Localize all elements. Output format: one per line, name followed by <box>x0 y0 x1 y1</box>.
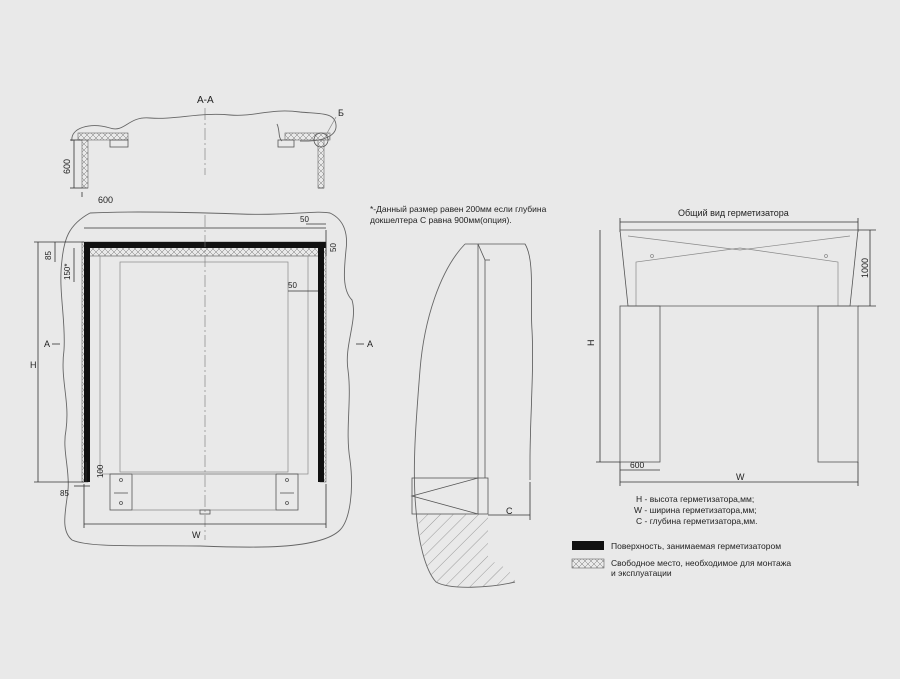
section-aa-title: А-А <box>197 95 214 106</box>
dim-aa-width: 600 <box>98 195 114 205</box>
note-line2: докшелтера С равна 900мм(опция). <box>370 215 512 225</box>
dim-bottom-side: 100 <box>96 464 105 478</box>
dim-bottom-left: 85 <box>60 489 69 498</box>
front-view <box>30 212 373 547</box>
note <box>370 204 547 225</box>
dim-top-right: 50 <box>300 215 309 224</box>
dim-front-height: H <box>30 360 37 370</box>
definition-w: W - ширина герметизатора,мм; <box>634 505 757 515</box>
note-line1: *-Данный размер равен 200мм если глубина <box>370 204 547 214</box>
dim-side-depth: C <box>506 506 513 516</box>
definitions <box>634 494 757 526</box>
dim-top-left: 85 <box>44 251 53 260</box>
dim-general-side: 600 <box>630 460 645 470</box>
dim-aa-height: 600 <box>62 158 72 174</box>
legend-free-line2: и эксплуатации <box>611 568 672 578</box>
legend-swatch-solid <box>572 541 604 550</box>
legend <box>572 541 791 578</box>
legend-swatch-hatch <box>572 559 604 568</box>
dim-general-top: 1000 <box>860 257 870 278</box>
definition-h: H - высота герметизатора,мм; <box>636 494 755 504</box>
dim-top-star: 150* <box>63 263 72 280</box>
section-aa <box>62 95 344 205</box>
general-view <box>586 208 876 486</box>
dim-general-height: H <box>586 339 596 346</box>
dim-general-width: W <box>736 472 745 482</box>
dim-top-right-side: 50 <box>329 243 338 252</box>
section-mark-left: А <box>44 339 51 349</box>
dim-inner-right: 50 <box>288 281 297 290</box>
legend-occupied: Поверхность, занимаемая герметизатором <box>611 541 782 551</box>
general-view-title: Общий вид герметизатора <box>678 208 789 218</box>
legend-free-line1: Свободное место, необходимое для монтажа <box>611 558 792 568</box>
definition-c: C - глубина герметизатора,мм. <box>636 516 758 526</box>
section-mark-right: А <box>367 339 374 349</box>
side-view <box>412 244 533 587</box>
detail-label-b: Б <box>338 108 344 118</box>
dim-front-width: W <box>192 530 201 540</box>
